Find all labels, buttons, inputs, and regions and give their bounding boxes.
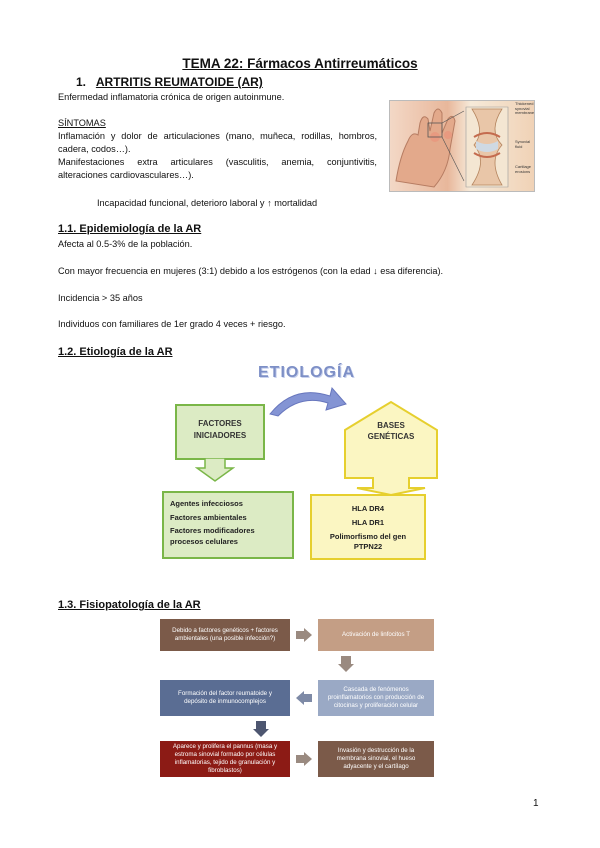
- figure-label-membrane: Thickened synovial membrane: [515, 101, 535, 116]
- sintomas-line-1: Inflamación y dolor de articulaciones (mano, muñeca, rodillas, hombros, cadera, codos…).: [58, 131, 377, 154]
- flow-step-5: Aparece y prolifera el pannus (masa y estroma sinovial formado por células inflamatorias, tejido de granulación y fibroblastos): [160, 741, 290, 777]
- factores-list-box: [162, 491, 294, 559]
- section-number: 1.: [76, 75, 87, 89]
- down-arrow-icon: [195, 458, 235, 482]
- epidemiologia-line-3: Incidencia > 35 años: [58, 293, 143, 303]
- epidemiologia-line-1: Afecta al 0.5-3% de la población.: [58, 239, 193, 249]
- factores-item: Factores modificadores procesos celulares: [170, 526, 255, 546]
- right-arrow-icon: [296, 628, 312, 642]
- epidemiologia-heading: 1.1. Epidemiología de la AR: [58, 223, 202, 235]
- epidemiologia-line-4: Individuos con familiares de 1er grado 4 veces + riesgo.: [58, 319, 286, 329]
- bases-geneticas-shape: [341, 400, 441, 496]
- section-title: ARTRITIS REUMATOIDE (AR): [95, 75, 263, 89]
- flow-step-3: Cascada de fenómenos proinflamatorios con producción de citocinas y proliferación celular: [318, 680, 434, 716]
- epidemiologia-line-2: Con mayor frecuencia en mujeres (3:1) debido a los estrógenos (con la edad ↓ esa diferencia).: [58, 266, 444, 276]
- down-arrow-icon: [253, 721, 269, 737]
- bases-item: HLA DR1: [351, 518, 385, 527]
- page-number: 1: [533, 798, 539, 809]
- intro-text: Enfermedad inflamatoria crónica de origen autoinmune.: [58, 92, 285, 102]
- sintomas-heading: SÍNTOMAS: [58, 118, 106, 128]
- fisiopatologia-heading: 1.3. Fisiopatología de la AR: [58, 599, 201, 611]
- bases-line-2: GENÉTICAS: [367, 432, 415, 441]
- sintomas-consequence: Incapacidad funcional, deterioro laboral y ↑ mortalidad: [97, 198, 318, 208]
- factores-item: Factores ambientales: [170, 512, 247, 522]
- bases-line-1: BASES: [377, 421, 405, 430]
- figure-label-fluid: Synovial fluid: [515, 139, 531, 149]
- down-arrow-icon: [338, 656, 354, 672]
- etiologia-heading: 1.2. Etiología de la AR: [58, 346, 173, 358]
- flow-step-6: Invasión y destrucción de la membrana sinovial, el hueso adyacente y el cartílago: [318, 741, 434, 777]
- page-title: TEMA 22: Fármacos Antirreumáticos: [182, 56, 418, 71]
- figure-label-cartilage: Cartilage erosions: [515, 164, 532, 174]
- factores-line-1: FACTORES: [198, 419, 242, 428]
- factores-item: Agentes infecciosos: [170, 499, 243, 508]
- curved-arrow-icon: [264, 384, 350, 418]
- section-heading-ar: [76, 75, 263, 89]
- flow-step-1: Debido a factores genéticos + factores ambientales (una posible infección?): [160, 619, 290, 651]
- etiologia-diagram-title: ETIOLOGÍA: [258, 364, 355, 381]
- factores-iniciadores-box: [175, 404, 265, 460]
- left-arrow-icon: [296, 691, 312, 705]
- arthritis-hand-illustration: [389, 100, 535, 192]
- sintomas-line-2: Manifestaciones extra articulares (vasculitis, anemia, conjuntivitis, alteraciones cardiovasculares…).: [58, 157, 377, 180]
- factores-line-2: INICIADORES: [193, 431, 247, 440]
- flow-step-4: Formación del factor reumatoide y depósito de inmunocomplejos: [160, 680, 290, 716]
- flow-step-2: Activación de linfocitos T: [318, 619, 434, 651]
- bases-item: Polimorfismo del gen PTPN22: [329, 532, 407, 551]
- bases-item: HLA DR4: [351, 504, 385, 513]
- right-arrow-icon: [296, 752, 312, 766]
- bases-geneticas-label: [341, 420, 441, 442]
- bases-list-box: [310, 494, 426, 560]
